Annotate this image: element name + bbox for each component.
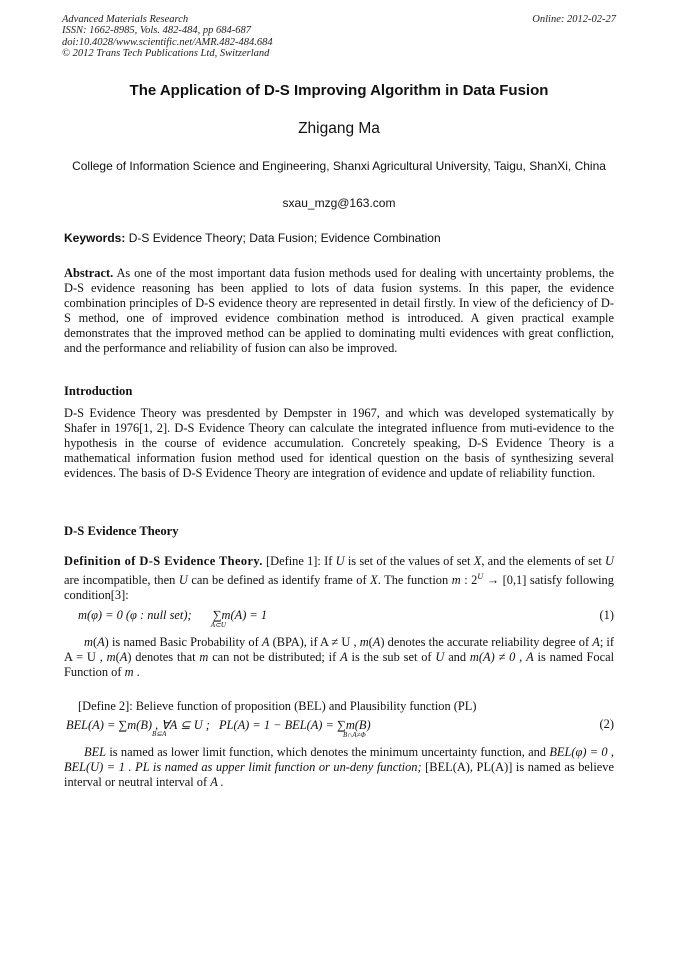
bpa-text-b: (BPA), if A ≠ U ,	[272, 635, 357, 649]
def1-text-a: [Define 1]: If	[266, 554, 333, 568]
bpa-text-i: m(A) ≠ 0 ,	[469, 650, 523, 665]
keywords	[64, 231, 441, 245]
bpa-text-j: is named Focal Function of	[64, 650, 615, 680]
eq2-sub2: B∩A≠Φ	[342, 731, 366, 739]
bpa-text-d: ; if A = U ,	[64, 635, 614, 665]
journal-doi: doi:10.4028/www.scientific.net/AMR.482-484.684	[62, 36, 273, 48]
def1-text-f: . The function	[377, 573, 449, 588]
bpa-text-e: denotes that	[135, 650, 196, 665]
keywords-label: Keywords:	[64, 231, 126, 245]
paper-title: The Application of D-S Improving Algorithm in Data Fusion	[129, 82, 549, 99]
bel-text-b: BEL(φ) = 0 , BEL(U) = 1 . PL is named as upper limit function or un-deny function;	[64, 745, 615, 775]
introduction-text: D-S Evidence Theory was presdented by Dempster in 1967, and which was developed systematically by Shafer in 1976[1, 2]. D-S Evidence Theory can calculate the integrated influence from muti-evidence to the hypothesis in the course of evidence accumulation. Concretely speaking, D-S Evidence Theory is a mathematical information fusion method used for identical question on the basis of synthesizing several evidences. The basis of D-S Evidence Theory are integration of evidence and update of reliability function.	[64, 406, 614, 481]
def1-text-g: → [0,1] satisfy following condition[3]:	[64, 573, 614, 603]
definition-1: Definition of D-S Evidence Theory. [Define 1]: If U is set of the values of set X, and the elements of set U are incompatible, then U can be defined as identify frame of X. The function m : $2^U \to [0,1]$ satisfy following condition[3]:	[64, 554, 614, 603]
ds-theory-heading: D-S Evidence Theory	[64, 524, 179, 538]
eq1-left: m(φ) = 0 (φ : null set);	[78, 608, 192, 622]
bpa-text-a: is named Basic Probability of	[111, 635, 259, 649]
keywords-text: D-S Evidence Theory; Data Fusion; Evidence Combination	[128, 231, 441, 245]
equation-2	[64, 717, 614, 739]
introduction-heading: Introduction	[64, 384, 133, 398]
def1-text-d: are incompatible, then	[64, 573, 176, 588]
journal-copyright: © 2012 Trans Tech Publications Ltd, Switzerland	[62, 48, 270, 60]
def1-text-b: is set of the values of set	[347, 554, 471, 568]
eq2-right: PL(A) = 1 − BEL(A) = ∑m(B)	[218, 718, 371, 732]
bpa-paragraph: m(A) is named Basic Probability of A (BPA), if A ≠ U , m(A) denotes the accurate reliability degree of A; if A = U , m(A) denotes that m can not be distributed; if A is the sub set of U and m(A) ≠ 0 , A is named Focal Function of m .	[64, 635, 615, 680]
eq1-number: (1)	[599, 608, 614, 622]
journal-name: Advanced Materials Research	[62, 14, 189, 25]
paper-author: Zhigang Ma	[298, 120, 380, 137]
author-affiliation: College of Information Science and Engineering, Shanxi Agricultural University, Taigu, ShanXi, China	[72, 159, 606, 173]
eq1-sum: ∑m(A) = 1	[212, 608, 268, 622]
journal-issn: ISSN: 1662-8985, Vols. 482-484, pp 684-687	[62, 25, 251, 37]
equation-1	[64, 608, 614, 629]
abstract-label: Abstract.	[64, 266, 114, 280]
abstract-text: As one of the most important data fusion methods used for dealing with uncertainty problems, the D-S evidence reasoning has been applied to lots of data fusion systems. In this paper, the evidence combination principles of D-S evidence theory are represented in detail firstly. In view of the deficiency of D-S method, one of improved evidence combination method is introduced. A given practical example demonstrates that the improved method can be applied to dominating multi evidences with great confliction, and the performance and reliability of fusion can also be improved.	[64, 266, 615, 356]
bel-text-c: [BEL(A), PL(A)] is named as believe interval or neutral interval of	[64, 760, 614, 790]
bel-paragraph: BEL is named as lower limit function, which denotes the minimum uncertainty function, and BEL(φ) = 0 , BEL(U) = 1 . PL is named as upper limit function or un-deny function; [BEL(A), PL(A)] is named as believe interval or neutral interval of A .	[64, 745, 615, 790]
bel-text-d: A .	[210, 775, 224, 790]
author-email: sxau_mzg@163.com	[282, 196, 396, 210]
abstract	[64, 266, 614, 357]
eq2-left: BEL(A) = ∑m(B) , ∀A ⊆ U ;	[66, 718, 210, 732]
bel-text-a: is named as lower limit function, which denotes the minimum uncertainty function, and	[109, 745, 547, 759]
bpa-text-g: is the sub set of	[351, 650, 432, 665]
eq2-sub1: B⊆A	[152, 730, 167, 738]
def1-text-e: can be defined as identify frame of	[191, 573, 367, 588]
bpa-text-f: can not be distributed; if	[212, 650, 337, 665]
online-date: Online: 2012-02-27	[532, 14, 616, 25]
journal-header	[62, 14, 616, 60]
bpa-text-h: and	[448, 650, 467, 665]
define-2: [Define 2]: Believe function of proposition (BEL) and Plausibility function (PL)	[78, 699, 477, 713]
def1-text-c: , and the elements of set	[481, 554, 602, 568]
definition-label: Definition of D-S Evidence Theory.	[64, 554, 263, 568]
bpa-text-c: denotes the accurate reliability degree of	[387, 635, 590, 649]
eq2-number: (2)	[599, 717, 614, 731]
eq1-sub: A⊂U	[210, 621, 226, 629]
